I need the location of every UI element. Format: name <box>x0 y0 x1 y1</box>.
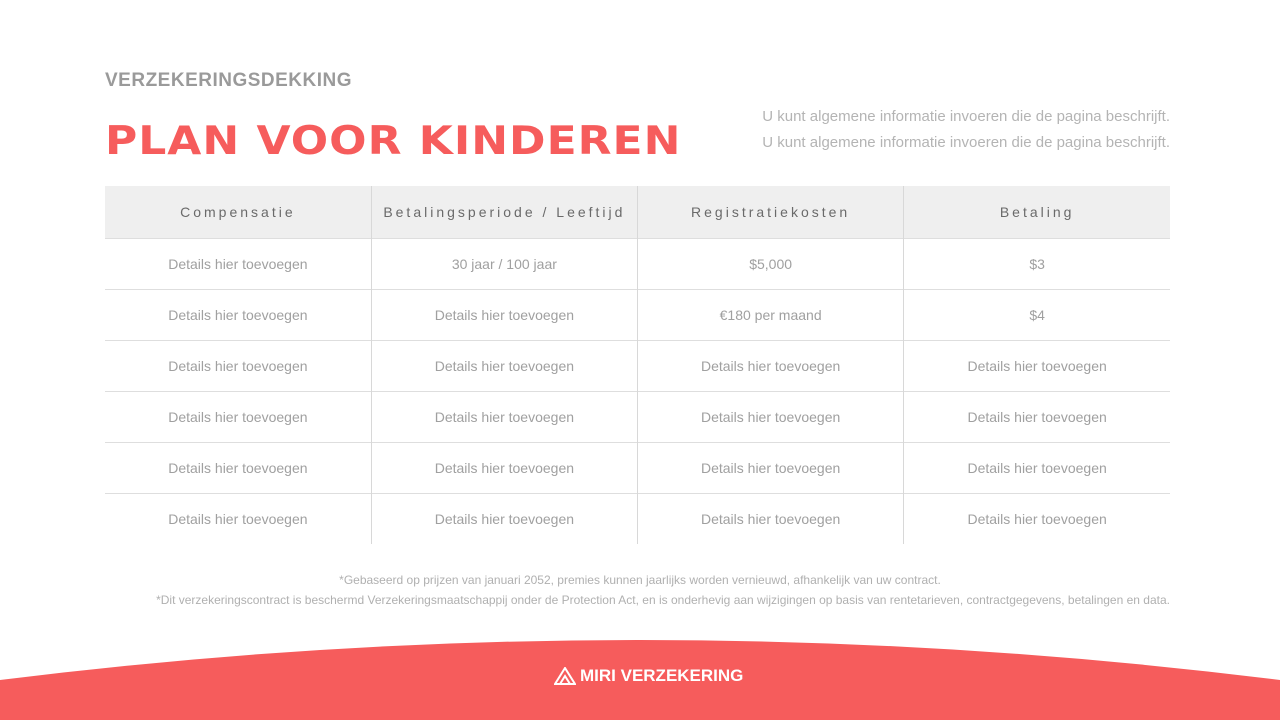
table-cell: $5,000 <box>638 238 904 289</box>
table-cell: Details hier toevoegen <box>638 340 904 391</box>
coverage-table <box>105 186 1170 544</box>
table-row <box>105 442 1170 493</box>
table-cell: 30 jaar / 100 jaar <box>371 238 637 289</box>
table-cell: Details hier toevoegen <box>105 391 371 442</box>
footnote: *Dit verzekeringscontract is beschermd Verzekeringsmaatschappij onder de Protection Act, en is onderhevig aan wijzigingen op basis van rentetarieven, contractgegevens, betalingen en data. <box>156 593 1170 607</box>
table-cell: Details hier toevoegen <box>904 442 1170 493</box>
table-row <box>105 493 1170 544</box>
section-kicker: VERZEKERINGSDEKKING <box>105 70 353 91</box>
table-cell: Details hier toevoegen <box>371 493 637 544</box>
table-cell: Details hier toevoegen <box>371 442 637 493</box>
table-cell: €180 per maand <box>638 289 904 340</box>
table-cell: Details hier toevoegen <box>638 391 904 442</box>
table-cell: $4 <box>904 289 1170 340</box>
footnotes <box>0 570 1280 610</box>
description-line: U kunt algemene informatie invoeren die de pagina beschrijft. <box>762 134 1170 151</box>
brand-name: MIRI VERZEKERING <box>580 666 744 685</box>
table-cell: Details hier toevoegen <box>904 493 1170 544</box>
table-cell: Details hier toevoegen <box>904 391 1170 442</box>
table-cell: Details hier toevoegen <box>105 340 371 391</box>
table-cell: Details hier toevoegen <box>904 340 1170 391</box>
table-cell: Details hier toevoegen <box>371 391 637 442</box>
table-cell: Details hier toevoegen <box>371 289 637 340</box>
column-header: Compensatie <box>105 186 371 238</box>
brand-logo <box>554 666 743 686</box>
table-row <box>105 340 1170 391</box>
column-header: Betaling <box>904 186 1170 238</box>
table-row <box>105 289 1170 340</box>
table-row <box>105 238 1170 289</box>
column-header: Registratiekosten <box>638 186 904 238</box>
table-cell: Details hier toevoegen <box>105 289 371 340</box>
table-cell: Details hier toevoegen <box>638 493 904 544</box>
column-header: Betalingsperiode / Leeftijd <box>371 186 637 238</box>
page-title: PLAN VOOR KINDEREN <box>105 118 682 164</box>
table-cell: Details hier toevoegen <box>105 238 371 289</box>
description-line: U kunt algemene informatie invoeren die de pagina beschrijft. <box>762 108 1170 125</box>
footnote: *Gebaseerd op prijzen van januari 2052, premies kunnen jaarlijks worden vernieuwd, afhankelijk van uw contract. <box>339 573 941 587</box>
table-cell: $3 <box>904 238 1170 289</box>
page-description <box>762 104 1170 156</box>
table-row <box>105 391 1170 442</box>
table-cell: Details hier toevoegen <box>105 442 371 493</box>
mountain-icon <box>554 667 576 685</box>
table-cell: Details hier toevoegen <box>105 493 371 544</box>
table-cell: Details hier toevoegen <box>638 442 904 493</box>
table-cell: Details hier toevoegen <box>371 340 637 391</box>
